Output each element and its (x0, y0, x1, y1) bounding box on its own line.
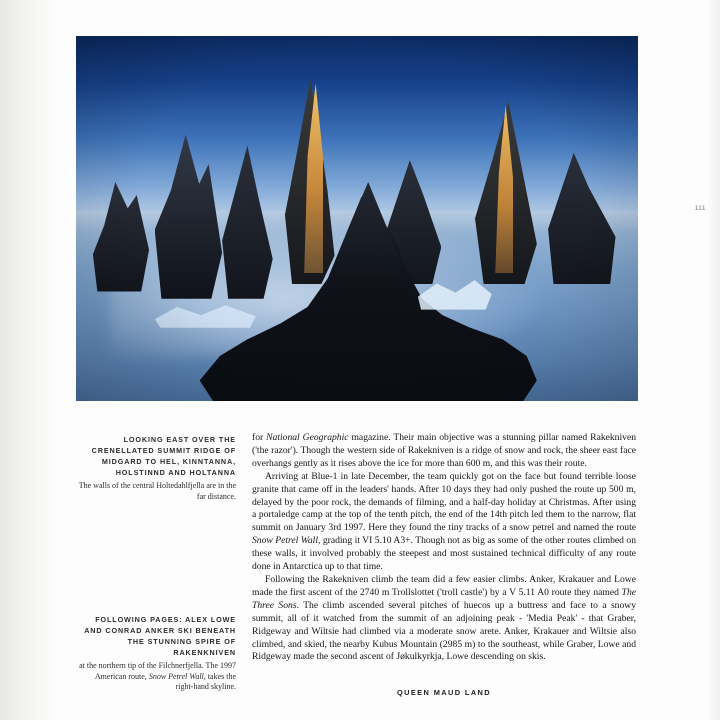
caption-top-lead: LOOKING EAST OVER THE CRENELLATED SUMMIT RIDGE OF MIDGARD TO HEL, KINNTANNA, HOLSTINND AND HOLTANNA (91, 435, 236, 477)
body-paragraph-2: Arriving at Blue-1 in late December, the team quickly got on the face but found terrible loose granite that came off in the leaders' hands. After 10 days they had only pushed the route up 500 m, delayed by the poor rock, the demands of filming, and a half-day holiday at Christmas. After using a portaledge camp at the top of the tenth pitch, the end of the 14th pitch led them to the narrow, flat summit on January 3rd 1997. Here they found the tiny tracks of a snow petrel and named the route Snow Petrel Wall, grading it VI 5.10 A3+. Though not as big as some of the other routes climbed on these walls, it involved probably the steepest and most sustained technical difficulty of any route done in Antarctica up to that time. (252, 470, 636, 573)
page-outer-edge (706, 0, 720, 720)
photo-vignette (76, 36, 638, 401)
caption-bottom-italic: Snow Petrel Wall (148, 671, 204, 681)
running-footer: QUEEN MAUD LAND (396, 688, 492, 697)
body-paragraph-1: for National Geographic magazine. Their main objective was a stunning pillar named Rakekniven ('the razor'). Though the western side of Rakekniven is a ridge of snow and rock, the sheer east face overhangs gently as it rises above the ice for more than 600 m, and this was their route. (252, 432, 637, 469)
caption-bottom (76, 614, 236, 693)
page-spine-gutter (0, 0, 62, 720)
body-paragraph-3: Following the Rakekniven climb the team did a few easier climbs. Anker, Krakauer and Lowe made the first ascent of the 2740 m Trollslottet ('troll castle') by a V 5.11 A0 route they named The Three Sons. The climb ascended several pitches of huecos up a buttress and face to a snowy summit, all of it watched from the summit of an adjoining peak - 'Media Peak' - that Graber, Ridgeway and Wiltsie had climbed via a moderate snow arete. Anker, Krakauer and Wiltsie also climbed, and skied, the nearby Kubus Mountain (2985 m) to the southeast, while Graber, Lowe and Ridgeway made the second ascent of Jøkulkyrkja, Lowe descending on skis. (252, 573, 636, 663)
body-text-column (252, 432, 636, 664)
antarctic-peaks-photograph (76, 36, 638, 401)
caption-top (76, 434, 236, 502)
page-number: 111 (694, 205, 706, 212)
caption-top-body: The walls of the central Holtedahlfjella are in the far distance. (78, 481, 236, 501)
caption-bottom-body (76, 661, 236, 693)
caption-bottom-lead: FOLLOWING PAGES: ALEX LOWE AND CONRAD ANKER SKI BENEATH THE STUNNING SPIRE OF RAKENKNIVEN (84, 615, 236, 657)
caption-bottom-post: , takes the right-hand skyline. (175, 671, 236, 691)
caption-bottom-pre: at the northern tip of the Filchnerfjella. The 1997 American route, (79, 661, 236, 681)
